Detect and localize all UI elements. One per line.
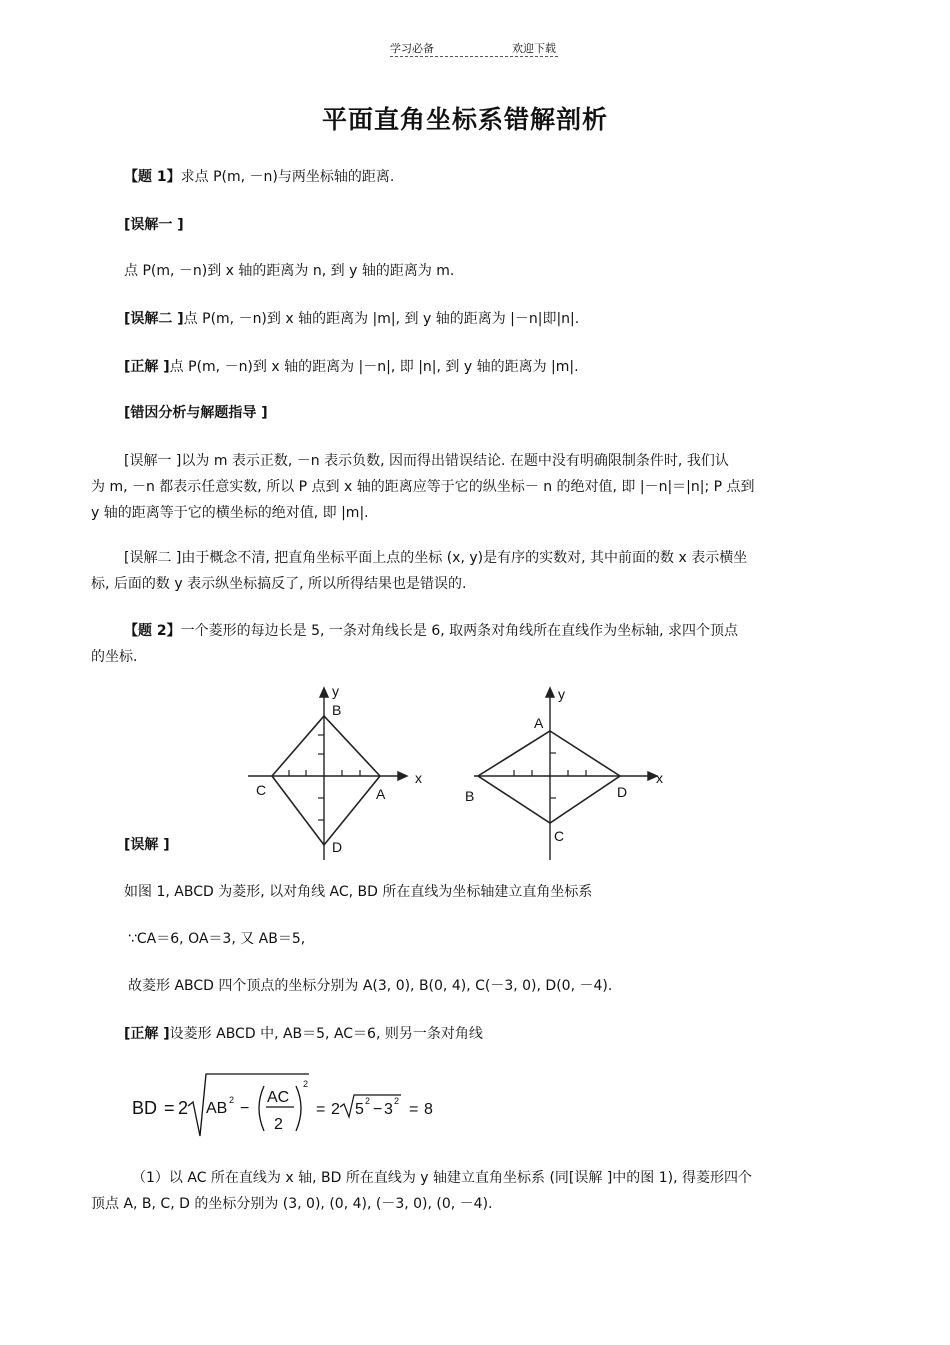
error-analysis-heading: [错因分析与解题指导 ] [124,405,268,421]
fig1-x-arrow [398,772,407,780]
analysis-1-line-1: [误解一 ]以为 m 表示正数, －n 表示负数, 因而得出错误结论. 在题中没有明确限制条件时, 我们认 [124,453,729,469]
wrong-solution-2-line-3: 故菱形 ABCD 四个顶点的坐标分别为 A(3, 0), B(0, 4), C(－3, 0), D(0, －4). [128,978,613,994]
fig2-y-arrow [546,688,554,697]
formula-left-paren [259,1086,264,1131]
document-title: 平面直角坐标系错解剖析 [321,105,608,134]
fig1-label-x: x [415,770,422,786]
page-header [390,40,558,57]
fig2-label-C: C [554,828,565,844]
header-right-text: 欢迎下载 [512,42,556,55]
formula-ab: AB [206,1100,228,1117]
formula-bd: BD [132,1098,158,1118]
figure-1-rhombus [240,680,440,870]
formula-paren-exp: 2 [303,1079,309,1089]
fig1-label-B: B [332,702,342,718]
formula-eq-3: = [409,1101,419,1118]
fig2-label-B: B [465,788,475,804]
correct-solution-2 [124,1021,483,1047]
correct-solution-1-text: 点 P(m, －n)到 x 轴的距离为 |－n|, 即 |n|, 到 y 轴的距离为 |m|. [169,359,579,375]
fig1-rhombus-outline [272,716,380,845]
fig1-label-A: A [376,786,386,802]
formula-ab-exp: 2 [229,1095,235,1105]
problem-2-text: 一个菱形的每边长是 5, 一条对角线长是 6, 取两条对角线所在直线作为坐标轴, 求四个顶点 [180,623,739,639]
fig1-label-y: y [332,683,339,699]
correct-solution-2-tag: [正解 ] [124,1026,170,1042]
formula-five-exp: 2 [365,1096,371,1106]
wrong-solution-1-heading: [误解一 ] [124,217,184,233]
formula-three-exp: 2 [394,1096,400,1106]
wrong-solution-1-text: 点 P(m, －n)到 x 轴的距离为 n, 到 y 轴的距离为 m. [124,263,455,279]
wrong-solution-2-text: 点 P(m, －n)到 x 轴的距离为 |m|, 到 y 轴的距离为 |－n|即|n|. [183,311,580,327]
fig1-label-D: D [332,839,343,855]
fig2-label-A: A [534,715,544,731]
problem-2-line-2: 的坐标. [91,649,138,665]
formula-right-paren [296,1086,301,1131]
fig1-label-C: C [256,782,267,798]
formula-minus: − [240,1100,250,1117]
problem-1-tag: 【题 1】 [124,169,181,185]
fig2-label-x: x [656,770,663,786]
analysis-1-line-2: 为 m, －n 都表示任意实数, 所以 P 点到 x 轴的距离应等于它的纵坐标－ n 的绝对值, 即 |－n|＝|n|; P 点到 [91,479,755,495]
problem-1 [124,164,394,190]
formula-eq-1: = [164,1098,175,1118]
analysis-2-line-2: 标, 后面的数 y 表示纵坐标搞反了, 所以所得结果也是错误的. [91,576,467,592]
correct-solution-part-1-line-2: 顶点 A, B, C, D 的坐标分别为 (3, 0), (0, 4), (－3, 0), (0, －4). [91,1196,493,1212]
correct-solution-part-1-line-1: （1）以 AC 所在直线为 x 轴, BD 所在直线为 y 轴建立直角坐标系 (同[误解 ]中的图 1), 得菱形四个 [132,1170,753,1186]
formula-five: 5 [355,1101,364,1118]
formula-two-2: 2 [331,1101,340,1118]
formula-minus-2: − [373,1101,383,1118]
formula-three: 3 [384,1101,393,1118]
fig2-label-D: D [617,784,628,800]
formula-two-1: 2 [178,1098,189,1118]
correct-solution-2-text: 设菱形 ABCD 中, AB＝5, AC＝6, 则另一条对角线 [169,1026,483,1042]
wrong-solution-2-line-2: ∵CA＝6, OA＝3, 又 AB＝5, [128,931,306,947]
wrong-solution-2-line-1: 如图 1, ABCD 为菱形, 以对角线 AC, BD 所在直线为坐标轴建立直角坐标系 [124,884,593,900]
correct-solution-1 [124,354,579,380]
analysis-1-line-3: y 轴的距离等于它的横坐标的绝对值, 即 |m|. [91,505,369,521]
problem-2-line-1 [124,618,738,644]
problem-1-text: 求点 P(m, －n)与两坐标轴的距离. [180,169,395,185]
formula-ac: AC [267,1089,290,1106]
header-left-text: 学习必备 [390,42,434,55]
wrong-solution-2-tag: [误解二 ] [124,311,184,327]
figure-2-rhombus [460,680,680,870]
fig1-y-arrow [320,688,328,697]
problem-2-tag: 【题 2】 [124,623,181,639]
fig2-rhombus-outline [478,731,620,823]
formula-result: 8 [424,1101,433,1118]
formula-eq-2: = [316,1101,326,1118]
wrong-solution-2 [124,306,579,332]
correct-solution-1-tag: [正解 ] [124,359,170,375]
formula-denominator: 2 [274,1116,283,1133]
wrong-solution-heading-2: [误解 ] [124,837,170,853]
analysis-2-line-1: [误解二 ]由于概念不清, 把直角坐标平面上点的坐标 (x, y)是有序的实数对, 其中前面的数 x 表示横坐 [124,550,748,566]
bd-formula [126,1070,456,1145]
fig2-label-y: y [558,686,565,702]
